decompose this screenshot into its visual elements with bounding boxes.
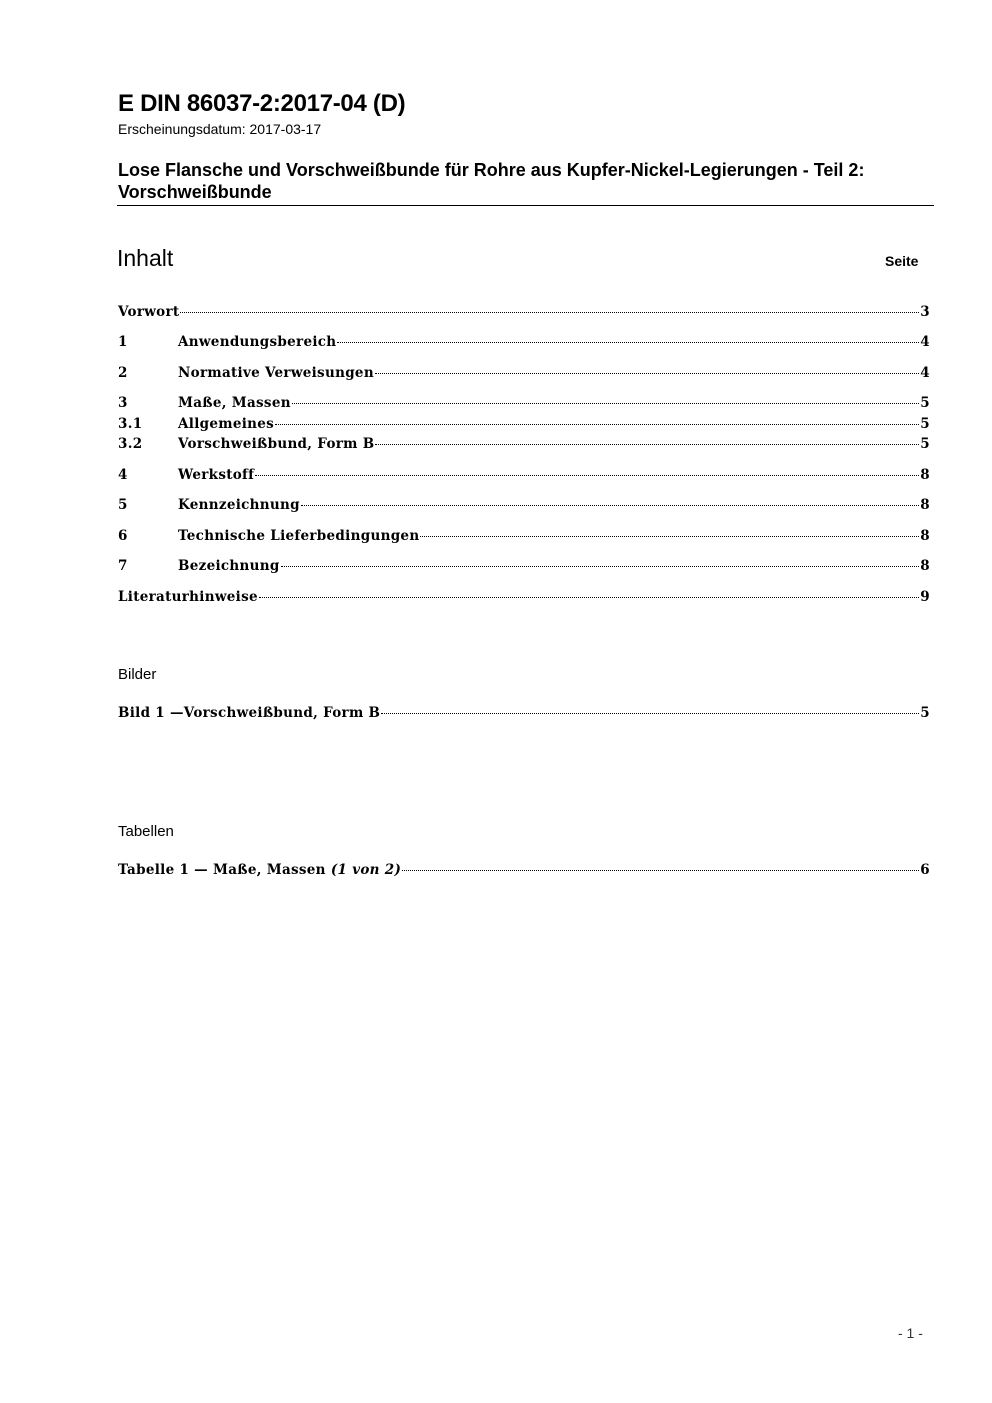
table-entry-text	[118, 862, 401, 878]
title-divider	[117, 205, 934, 206]
figure-entry-1[interactable]	[118, 705, 930, 721]
toc-leader	[281, 566, 920, 567]
toc-entry-page: 8	[920, 528, 930, 544]
toc-entry-3-1[interactable]	[118, 416, 930, 432]
table-entry-1[interactable]	[118, 862, 930, 878]
toc-leader	[381, 713, 919, 714]
table-entry-page: 6	[920, 862, 930, 878]
toc-entry-text: Vorschweißbund, Form B	[178, 436, 375, 452]
toc-entry-page: 5	[920, 416, 930, 432]
toc-entry-1[interactable]	[118, 334, 930, 350]
toc-entry-number: 3.2	[118, 436, 143, 452]
publication-date: Erscheinungsdatum: 2017-03-17	[118, 121, 322, 137]
toc-entry-text: Anwendungsbereich	[178, 334, 337, 350]
toc-entry-number: 1	[118, 334, 128, 350]
figure-entry-text: Bild 1 —Vorschweißbund, Form B	[118, 705, 381, 721]
figures-heading: Bilder	[118, 666, 157, 683]
table-entry-title: Tabelle 1 — Maße, Massen	[118, 862, 326, 878]
toc-entry-number: 4	[118, 467, 128, 483]
toc-leader	[180, 312, 919, 313]
toc-entry-text: Bezeichnung	[178, 558, 280, 574]
toc-entry-5[interactable]	[118, 497, 930, 513]
toc-entry-3-2[interactable]	[118, 436, 930, 452]
figure-entry-page: 5	[920, 705, 930, 721]
toc-entry-number: 7	[118, 558, 128, 574]
toc-entry-4[interactable]	[118, 467, 930, 483]
toc-entry-page: 8	[920, 497, 930, 513]
toc-leader	[375, 373, 919, 374]
toc-entry-page: 5	[920, 436, 930, 452]
toc-entry-page: 5	[920, 395, 930, 411]
toc-entry-text: Literaturhinweise	[118, 589, 258, 605]
toc-entry-vorwort[interactable]	[118, 304, 930, 320]
toc-leader	[292, 403, 919, 404]
toc-leader	[301, 505, 919, 506]
toc-entry-text: Kennzeichnung	[178, 497, 300, 513]
toc-leader	[420, 536, 919, 537]
toc-entry-number: 2	[118, 365, 128, 381]
toc-entry-number: 3.1	[118, 416, 143, 432]
toc-entry-number: 5	[118, 497, 128, 513]
toc-entry-2[interactable]	[118, 365, 930, 381]
toc-entry-7[interactable]	[118, 558, 930, 574]
toc-entry-page: 8	[920, 558, 930, 574]
toc-entry-number: 6	[118, 528, 128, 544]
toc-entry-text: Technische Lieferbedingungen	[178, 528, 420, 544]
toc-entry-number: 3	[118, 395, 128, 411]
toc-leader	[337, 342, 919, 343]
toc-entry-text: Vorwort	[118, 304, 180, 320]
toc-entry-6[interactable]	[118, 528, 930, 544]
toc-leader	[275, 424, 919, 425]
toc-heading: Inhalt	[117, 245, 174, 271]
document-title: Lose Flansche und Vorschweißbunde für Rohre aus Kupfer-Nickel-Legierungen - Teil 2: Vorschweißbunde	[118, 160, 865, 202]
toc-entry-text: Maße, Massen	[178, 395, 291, 411]
toc-leader	[375, 444, 919, 445]
toc-entry-text: Allgemeines	[178, 416, 275, 432]
toc-entry-text: Werkstoff	[178, 467, 255, 483]
toc-entry-page: 4	[920, 334, 930, 350]
toc-entry-page: 8	[920, 467, 930, 483]
toc-entry-page: 9	[920, 589, 930, 605]
document-id: E DIN 86037-2:2017-04 (D)	[118, 90, 406, 117]
page-number: - 1 -	[898, 1325, 923, 1341]
toc-leader	[402, 870, 919, 871]
toc-page-label: Seite	[885, 253, 919, 269]
toc-leader	[259, 597, 919, 598]
toc-entry-literaturhinweise[interactable]	[118, 589, 930, 605]
tables-heading: Tabellen	[118, 823, 174, 840]
toc-entry-page: 4	[920, 365, 930, 381]
table-entry-part: (1 von 2)	[330, 862, 402, 878]
toc-leader	[255, 475, 919, 476]
toc-entry-3[interactable]	[118, 395, 930, 411]
toc-entry-page: 3	[920, 304, 930, 320]
toc-entry-text: Normative Verweisungen	[178, 365, 374, 381]
